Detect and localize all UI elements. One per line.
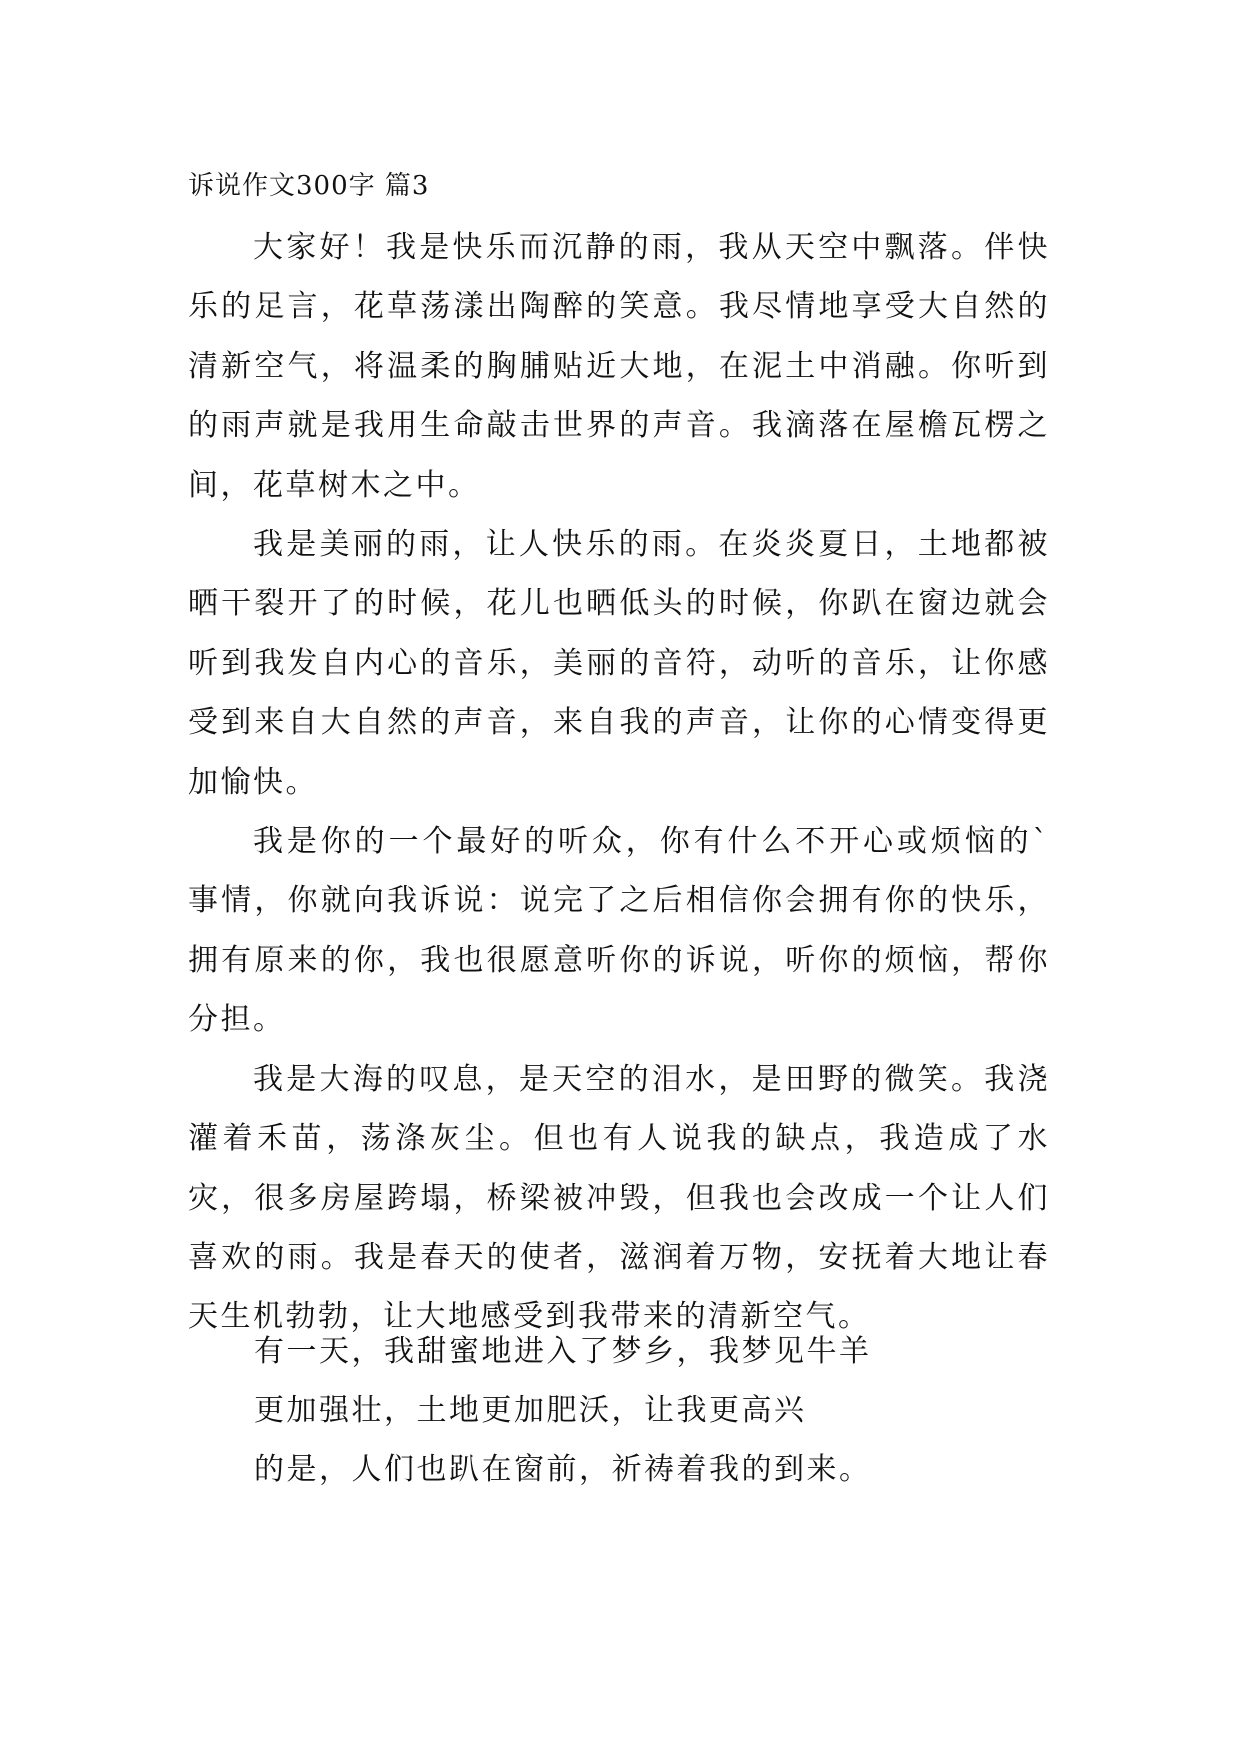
closing-line-3: 的是，人们也趴在窗前，祈祷着我的到来。: [254, 1452, 872, 1487]
closing-line-1: 有一天，我甜蜜地进入了梦乡，我梦见牛羊: [254, 1334, 872, 1369]
paragraph-1: 大家好！我是快乐而沉静的雨，我从天空中飘落。伴快乐的足言，花草荡漾出陶醉的笑意。我尽情地享受大自然的清新空气，将温柔的胸脯贴近大地，在泥土中消融。你听到的雨声就是我用生命敲击世界的声音。我滴落在屋檐瓦楞之间，花草树木之中。: [188, 230, 1050, 503]
essay-title: 诉说作文300字 篇3: [188, 171, 430, 201]
closing-line-2: 更加强壮，土地更加肥沃，让我更高兴: [254, 1393, 807, 1428]
paragraph-2: 我是美丽的雨，让人快乐的雨。在炎炎夏日，土地都被晒干裂开了的时候，花儿也晒低头的时候，你趴在窗边就会听到我发自内心的音乐，美丽的音符，动听的音乐，让你感受到来自大自然的声音，来自我的声音，让你的心情变得更加愉快。: [188, 527, 1050, 800]
paragraph-3: 我是你的一个最好的听众，你有什么不开心或烦恼的`事情，你就向我诉说：说完了之后相信你会拥有你的快乐，拥有原来的你，我也很愿意听你的诉说，听你的烦恼，帮你分担。: [188, 824, 1050, 1038]
essay-body: [188, 218, 1050, 1347]
paragraph-4: 我是大海的叹息，是天空的泪水，是田野的微笑。我浇灌着禾苗，荡涤灰尘。但也有人说我的缺点，我造成了水灾，很多房屋跨塌，桥梁被冲毁，但我也会改成一个让人们喜欢的雨。我是春天的使者，滋润着万物，安抚着大地让春天生机勃勃，让大地感受到我带来的清新空气。: [188, 1061, 1050, 1335]
